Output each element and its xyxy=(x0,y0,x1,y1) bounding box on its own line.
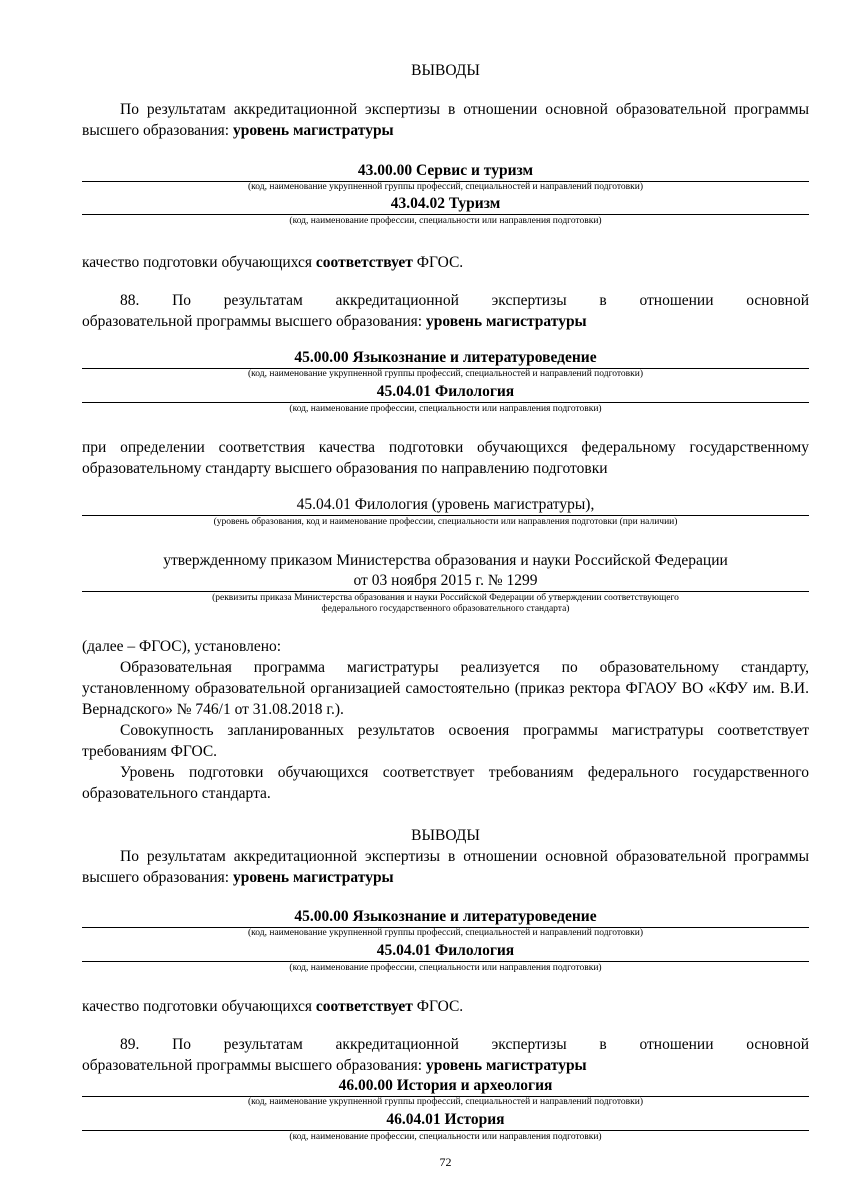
finding-paragraph-3: Уровень подготовки обучающихся соответствует требованиям федерального государственного образовательного стандарта. xyxy=(82,764,809,802)
order-line-1: утвержденному приказом Министерства образования и науки Российской Федерации xyxy=(163,552,728,569)
conclusions-intro: По результатам аккредитационной экспертизы в отношении основной образовательной программы высшего образования: уровень магистратуры xyxy=(82,101,809,139)
order-caption-1: (реквизиты приказа Министерства образования и науки Российской Федерации об утверждении соответствующего xyxy=(212,593,679,603)
group-code-caption: (код, наименование укрупненной группы профессий, специальностей и направлений подготовки) xyxy=(248,369,643,379)
program-code: 45.04.01 Филология xyxy=(82,382,809,403)
item-number: 88. xyxy=(120,292,140,309)
document-page xyxy=(82,0,809,1200)
item-88-line2: образовательной программы высшего образования: уровень магистратуры xyxy=(82,313,587,330)
quality-statement: качество подготовки обучающихся соответствует ФГОС. xyxy=(82,254,464,271)
item-88-line1: 88. По результатам аккредитационной экспертизы в отношении основной xyxy=(120,292,809,309)
program-code-caption: (код, наименование профессии, специальности или направления подготовки) xyxy=(289,1132,602,1142)
conclusions-title: ВЫВОДЫ xyxy=(411,62,480,79)
group-code: 46.00.00 История и археология xyxy=(82,1076,809,1097)
item-number: 89. xyxy=(120,1036,140,1053)
order-line-2: от 03 ноября 2015 г. № 1299 xyxy=(82,571,809,592)
finding-paragraph-1: Образовательная программа магистратуры реализуется по образовательному стандарту, установленному образовательной организацией самостоятельно (приказ ректора ФГАОУ ВО «КФУ им. В.И. Вернадского» № 746/1 от 31.08.2018 г.). xyxy=(82,659,809,718)
item-89-line1: 89. По результатам аккредитационной экспертизы в отношении основной xyxy=(120,1036,809,1053)
page-number: 72 xyxy=(439,1155,452,1169)
program-code: 46.04.01 История xyxy=(82,1110,809,1131)
item-89-line2: образовательной программы высшего образования: уровень магистратуры xyxy=(82,1057,587,1074)
determination-text: при определении соответствия качества подготовки обучающихся федеральному государственному образовательному стандарту высшего образования по направлению подготовки xyxy=(82,439,809,477)
quality-statement: качество подготовки обучающихся соответствует ФГОС. xyxy=(82,998,464,1015)
program-code-caption: (код, наименование профессии, специальности или направления подготовки) xyxy=(289,404,602,414)
group-code: 45.00.00 Языкознание и литературоведение xyxy=(82,348,809,369)
conclusions-intro: По результатам аккредитационной экспертизы в отношении основной образовательной программы высшего образования: уровень магистратуры xyxy=(82,848,809,886)
program-code-caption: (код, наименование профессии, специальности или направления подготовки) xyxy=(289,216,602,226)
order-caption-2: федерального государственного образовательного стандарта) xyxy=(321,604,570,614)
group-code-caption: (код, наименование укрупненной группы профессий, специальностей и направлений подготовки) xyxy=(248,1097,643,1107)
finding-paragraph-2: Совокупность запланированных результатов освоения программы магистратуры соответствует требованиям ФГОС. xyxy=(82,722,809,760)
established-line: (далее – ФГОС), установлено: xyxy=(82,638,282,655)
group-code: 43.00.00 Сервис и туризм xyxy=(82,161,809,182)
group-code: 45.00.00 Языкознание и литературоведение xyxy=(82,907,809,928)
direction-caption: (уровень образования, код и наименование профессии, специальности или направления подготовки (при наличии) xyxy=(213,517,678,527)
group-code-caption: (код, наименование укрупненной группы профессий, специальностей и направлений подготовки) xyxy=(248,928,643,938)
program-code: 45.04.01 Филология xyxy=(82,941,809,962)
group-code-caption: (код, наименование укрупненной группы профессий, специальностей и направлений подготовки) xyxy=(248,182,643,192)
direction-line: 45.04.01 Филология (уровень магистратуры), xyxy=(82,495,809,516)
program-code-caption: (код, наименование профессии, специальности или направления подготовки) xyxy=(289,963,602,973)
conclusions-title: ВЫВОДЫ xyxy=(411,827,480,844)
program-code: 43.04.02 Туризм xyxy=(82,194,809,215)
